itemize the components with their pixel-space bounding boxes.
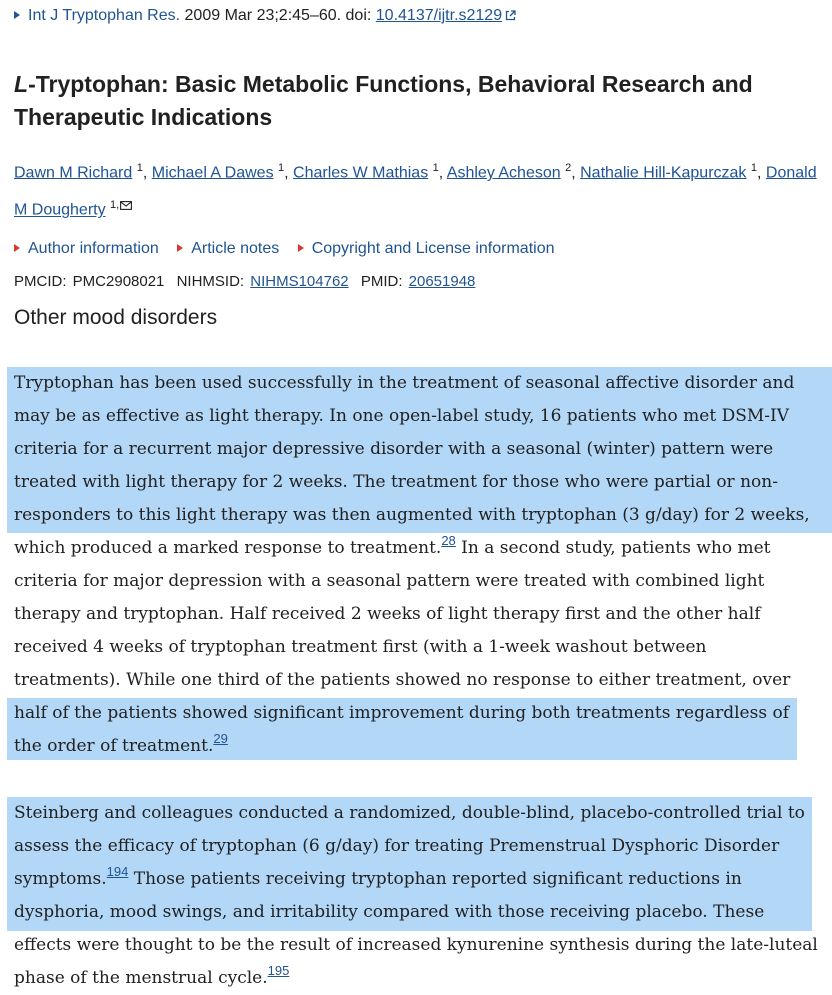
author-affiliation-sup: 1 — [278, 162, 285, 174]
text-line: dysphoria, mood swings, and irritability compared with those receiving placebo. These — [14, 902, 765, 922]
doi-link[interactable]: 10.4137/ijtr.s2129 — [375, 7, 503, 24]
author-affiliation-sup: 1 — [432, 162, 439, 174]
text-segment: which produced a marked response to treatment. — [14, 538, 442, 558]
article-identifiers — [14, 271, 483, 293]
citation-details: 2009 Mar 23;2:45–60. doi: — [180, 7, 376, 24]
expand-triangle-icon — [298, 244, 304, 252]
reference-link-29[interactable]: 29 — [213, 731, 228, 746]
text-line: treatments). While one third of the patients showed no response to either treatment, over — [14, 670, 791, 690]
text-line-with-ref — [14, 730, 826, 763]
author-affiliation-sup: 1, — [110, 199, 120, 212]
author-link-hill-kapurczak[interactable]: Nathalie Hill-Kapurczak — [580, 164, 747, 182]
author-name-part: Donald — [765, 164, 817, 182]
text-line-with-ref — [14, 863, 826, 896]
text-line: half of the patients showed significant improvement during both treatments regardless of — [14, 703, 789, 723]
reference-link-195[interactable]: 195 — [267, 963, 290, 978]
copyright-label: Copyright and License information — [311, 240, 555, 257]
article-info-bar — [14, 238, 569, 260]
article-notes-toggle[interactable] — [177, 238, 279, 260]
text-line: Steinberg and colleagues conducted a randomized, double-blind, placebo-controlled trial to — [14, 803, 805, 823]
title-italic-l: L — [14, 71, 29, 97]
author-link-richard[interactable]: Dawn M Richard — [14, 164, 133, 182]
text-line: treated with light therapy for 2 weeks. The treatment for those who were partial or non- — [14, 472, 778, 492]
text-line-with-ref — [14, 532, 826, 565]
text-line: criteria for a recurrent major depressive disorder with a seasonal (winter) pattern were — [14, 439, 774, 459]
text-line: responders to this light therapy was then augmented with tryptophan (3 g/day) for 2 weeks, — [14, 505, 810, 525]
text-line: may be as effective as light therapy. In one open-label study, 16 patients who met DSM-IV — [14, 406, 790, 426]
author-information-toggle[interactable] — [14, 238, 159, 260]
expand-triangle-icon — [14, 244, 20, 252]
title-rest: -Tryptophan: Basic Metabolic Functions, Behavioral Research and Therapeutic Indications — [14, 71, 753, 130]
reference-link-28[interactable]: 28 — [441, 533, 456, 548]
author-link-mathias[interactable]: Charles W Mathias — [293, 164, 429, 182]
reference-link-194[interactable]: 194 — [106, 864, 129, 879]
citation-line — [14, 5, 516, 27]
expand-triangle-icon — [177, 244, 183, 252]
envelope-icon[interactable] — [120, 201, 132, 210]
author-name-part: M Dougherty — [14, 201, 106, 219]
text-segment: Those patients receiving tryptophan reported significant reductions in — [128, 869, 742, 889]
text-segment: symptoms. — [14, 869, 107, 889]
text-segment: In a second study, patients who met — [455, 538, 771, 558]
text-line: effects were thought to be the result of increased kynurenine synthesis during the late-luteal — [14, 935, 818, 955]
pmcid-value: PMC2908021 — [72, 273, 165, 290]
journal-link[interactable]: Int J Tryptophan Res. — [28, 7, 181, 24]
author-information-label: Author information — [28, 240, 159, 257]
paragraph-seasonal-affective — [14, 367, 826, 763]
pmcid-label: PMCID: — [14, 273, 67, 290]
text-line: assess the efficacy of tryptophan (6 g/day) for treating Premenstrual Dysphoric Disorder — [14, 836, 780, 856]
copyright-toggle[interactable] — [298, 238, 555, 260]
author-affiliation-sup: 2 — [565, 162, 572, 174]
pmid-label: PMID: — [360, 273, 403, 290]
author-affiliation-sup: 1 — [750, 162, 757, 174]
text-line: Tryptophan has been used successfully in the treatment of seasonal affective disorder and — [14, 373, 795, 393]
author-link-acheson[interactable]: Ashley Acheson — [446, 164, 561, 182]
article-notes-label: Article notes — [191, 240, 280, 257]
text-segment: phase of the menstrual cycle. — [14, 968, 268, 988]
article-title — [14, 68, 804, 134]
external-link-icon[interactable] — [505, 10, 516, 21]
text-line: criteria for major depression with a seasonal pattern were treated with combined light — [14, 571, 765, 591]
author-link-dawes[interactable]: Michael A Dawes — [151, 164, 274, 182]
text-line-with-ref — [14, 962, 826, 995]
nihmsid-label: NIHMSID: — [176, 273, 245, 290]
collapse-triangle-icon[interactable] — [14, 11, 20, 19]
author-list: Dawn M Richard $^1$, Michael A Dawes $^1$, Charles W Mathias $^1$, Ashley Acheson $^2$, Nathalie Hill-Kapurczak $^1$, Donald M Dougherty $^{1,}$ — [14, 162, 817, 219]
paragraph-premenstrual — [14, 797, 826, 995]
nihmsid-link[interactable]: NIHMS104762 — [250, 273, 349, 290]
text-line: therapy and tryptophan. Half received 2 weeks of light therapy first and the other half — [14, 604, 761, 624]
text-line: received 4 weeks of tryptophan treatment first (with a 1-week washout between — [14, 637, 707, 657]
section-heading: Other mood disorders — [14, 306, 218, 329]
author-affiliation-sup: 1 — [136, 162, 143, 174]
pmid-link[interactable]: 20651948 — [408, 273, 476, 290]
text-segment: the order of treatment. — [14, 736, 214, 756]
